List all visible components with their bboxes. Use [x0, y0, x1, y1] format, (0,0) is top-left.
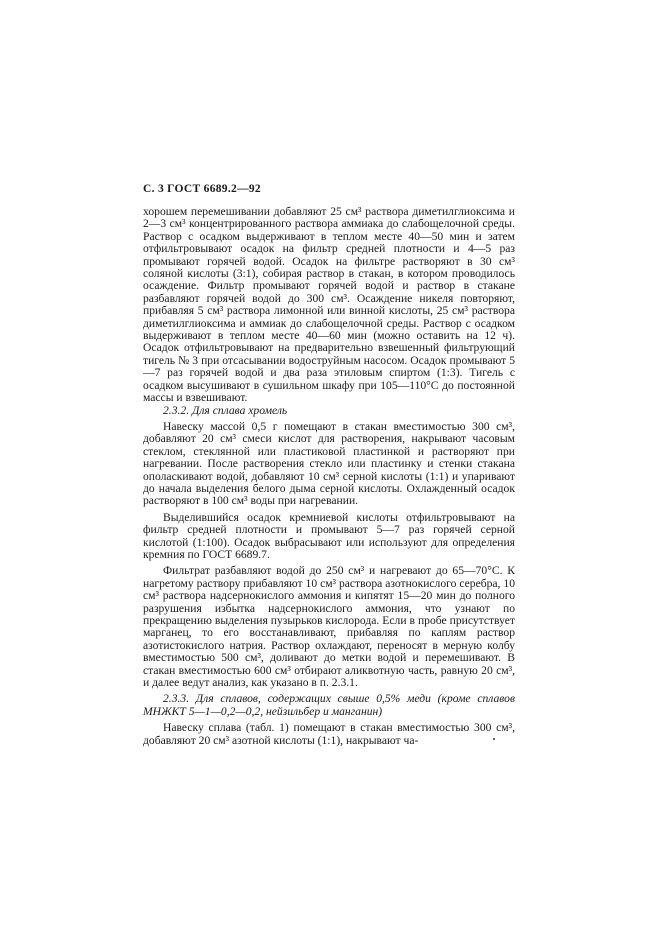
paragraph-nickel-precipitation: хорошем перемешивании добавляют 25 см³ раствора диметилглиоксима и 2—3 см³ концентрированного раствора аммиака до слабощелочной среды. Раствор с осадком выдерживают в теплом месте 40—50 мин и затем отфильтровывают осадок на фильтр средней плотности и 4—5 раз промывают горячей водой. Осадок на фильтре растворяют в 30 см³ соляной кислоты (3:1), собирая раствор в стакан, в котором проводилось осаждение. Фильтр промывают горячей водой и раствор в стакане разбавляют горячей водой до 300 см³. Осаждение никеля повторяют, прибавляя 5 см³ раствора лимонной или винной кислоты, 25 см³ раствора диметилглиоксима и аммиак до слабощелочной среды. Раствор с осадком выдерживают в теплом месте 40—60 мин (можно оставить на 12 ч). Осадок отфильтровывают на предварительно взвешенный фильтрующий тигель № 3 при отсасывании водоструйным насосом. Осадок промывают 5—7 раз горячей водой и два раза этиловым спиртом (1:3). Тигель с осадком высушивают в сушильном шкафу при 105—110°С до постоянной массы и взвешивают.: [143, 205, 515, 405]
paragraph-silicic-acid: Выделившийся осадок кремниевой кислоты отфильтровывают на фильтр средней плотности и промывают 5—7 раз горячей серной кислотой (1:100). Осадок выбрасывают или используют для определения кремния по ГОСТ 6689.7.: [143, 510, 515, 561]
document-body: [143, 206, 515, 747]
page-mark: [493, 738, 495, 740]
page-header: С. 3 ГОСТ 6689.2—92: [143, 183, 261, 195]
paragraph-filtrate: Фильтрат разбавляют водой до 250 см³ и нагревают до 65—70°С. К нагретому раствору прибавляют 10 см³ раствора азотнокислого серебра, 10 см³ раствора надсернокислого аммония и кипятят 15—20 мин до полного разрушения избытка надсернокислого аммония, что узнают по прекращению выделения пузырьков кислорода. Если в пробе присутствует марганец, то его восстанавливают, прибавляя по каплям раствор азотистокислого натрия. Раствор охлаждают, переносят в мерную колбу вместимостью 500 см³, доливают до метки водой и перемешивают. В стакан вместимостью 600 см³ отбирают аликвотную часть, равную 20 см³, и далее ведут анализ, как указано в п. 2.3.1.: [143, 564, 515, 690]
paragraph-sample-dissolution: Навеску массой 0,5 г помещают в стакан вместимостью 300 см³, добавляют 20 см³ смеси кислот для растворения, накрывают часовым стеклом, стеклянной или пластиковой пластинкой и растворяют при нагревании. После растворения стекло или пластинку и стенки стакана ополаскивают водой, добавляют 10 см³ серной кислоты (1:1) и упаривают до начала выделения белого дыма серной кислоты. Охлажденный осадок растворяют в 100 см³ воды при нагревании.: [143, 419, 515, 508]
section-heading-2-3-3: 2.3.3. Для сплавов, содержащих свыше 0,5% меди (кроме сплавов МНЖКТ 5—1—0,2—0,2, нейзильбер и манганин): [143, 692, 515, 718]
paragraph-alloy-sample: Навеску сплава (табл. 1) помещают в стакан вместимостью 300 см³, добавляют 20 см³ азотной кислоты (1:1), накрывают ча-: [143, 721, 515, 747]
section-heading-2-3-2: 2.3.2. Для сплава хромель: [163, 403, 288, 417]
